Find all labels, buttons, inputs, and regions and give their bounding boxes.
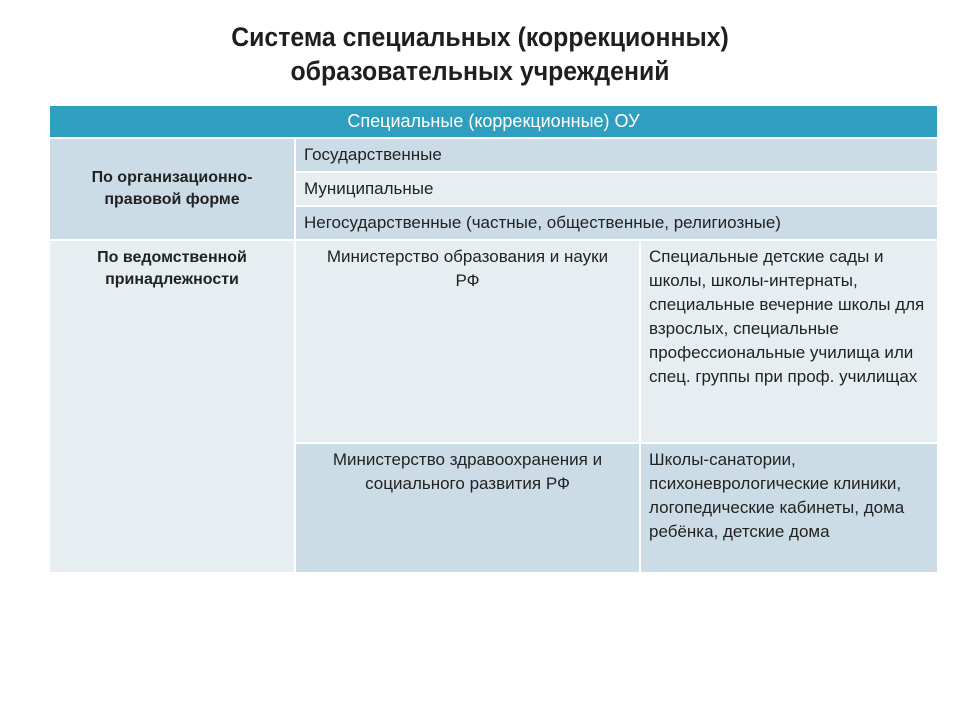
- page-title: [38, 20, 921, 88]
- title-line-1: Система специальных (коррекционных): [231, 22, 729, 52]
- ministry-cell: Министерство здравоохранения и социального развития РФ: [295, 443, 640, 573]
- title-line-2: образовательных учреждений: [290, 56, 670, 86]
- institutions-table: [48, 104, 939, 574]
- org-form-label: По организационно-правовой форме: [49, 138, 295, 240]
- org-form-item: Государственные: [295, 138, 938, 172]
- org-form-item: Негосударственные (частные, общественные, религиозные): [295, 206, 938, 240]
- departmental-label: По ведомственной принадлежности: [49, 240, 295, 573]
- ministry-cell: Министерство образования и науки РФ: [295, 240, 640, 443]
- institutions-cell: Специальные детские сады и школы, школы-интернаты, специальные вечерние школы для взрослых, специальные профессиональные училища или спец. группы при проф. училищах: [640, 240, 938, 443]
- institutions-cell: Школы-санатории, психоневрологические клиники, логопедические кабинеты, дома ребёнка, детские дома: [640, 443, 938, 573]
- table-header-label: Специальные (коррекционные) ОУ: [347, 111, 640, 131]
- table-header: [49, 105, 938, 138]
- org-form-item: Муниципальные: [295, 172, 938, 206]
